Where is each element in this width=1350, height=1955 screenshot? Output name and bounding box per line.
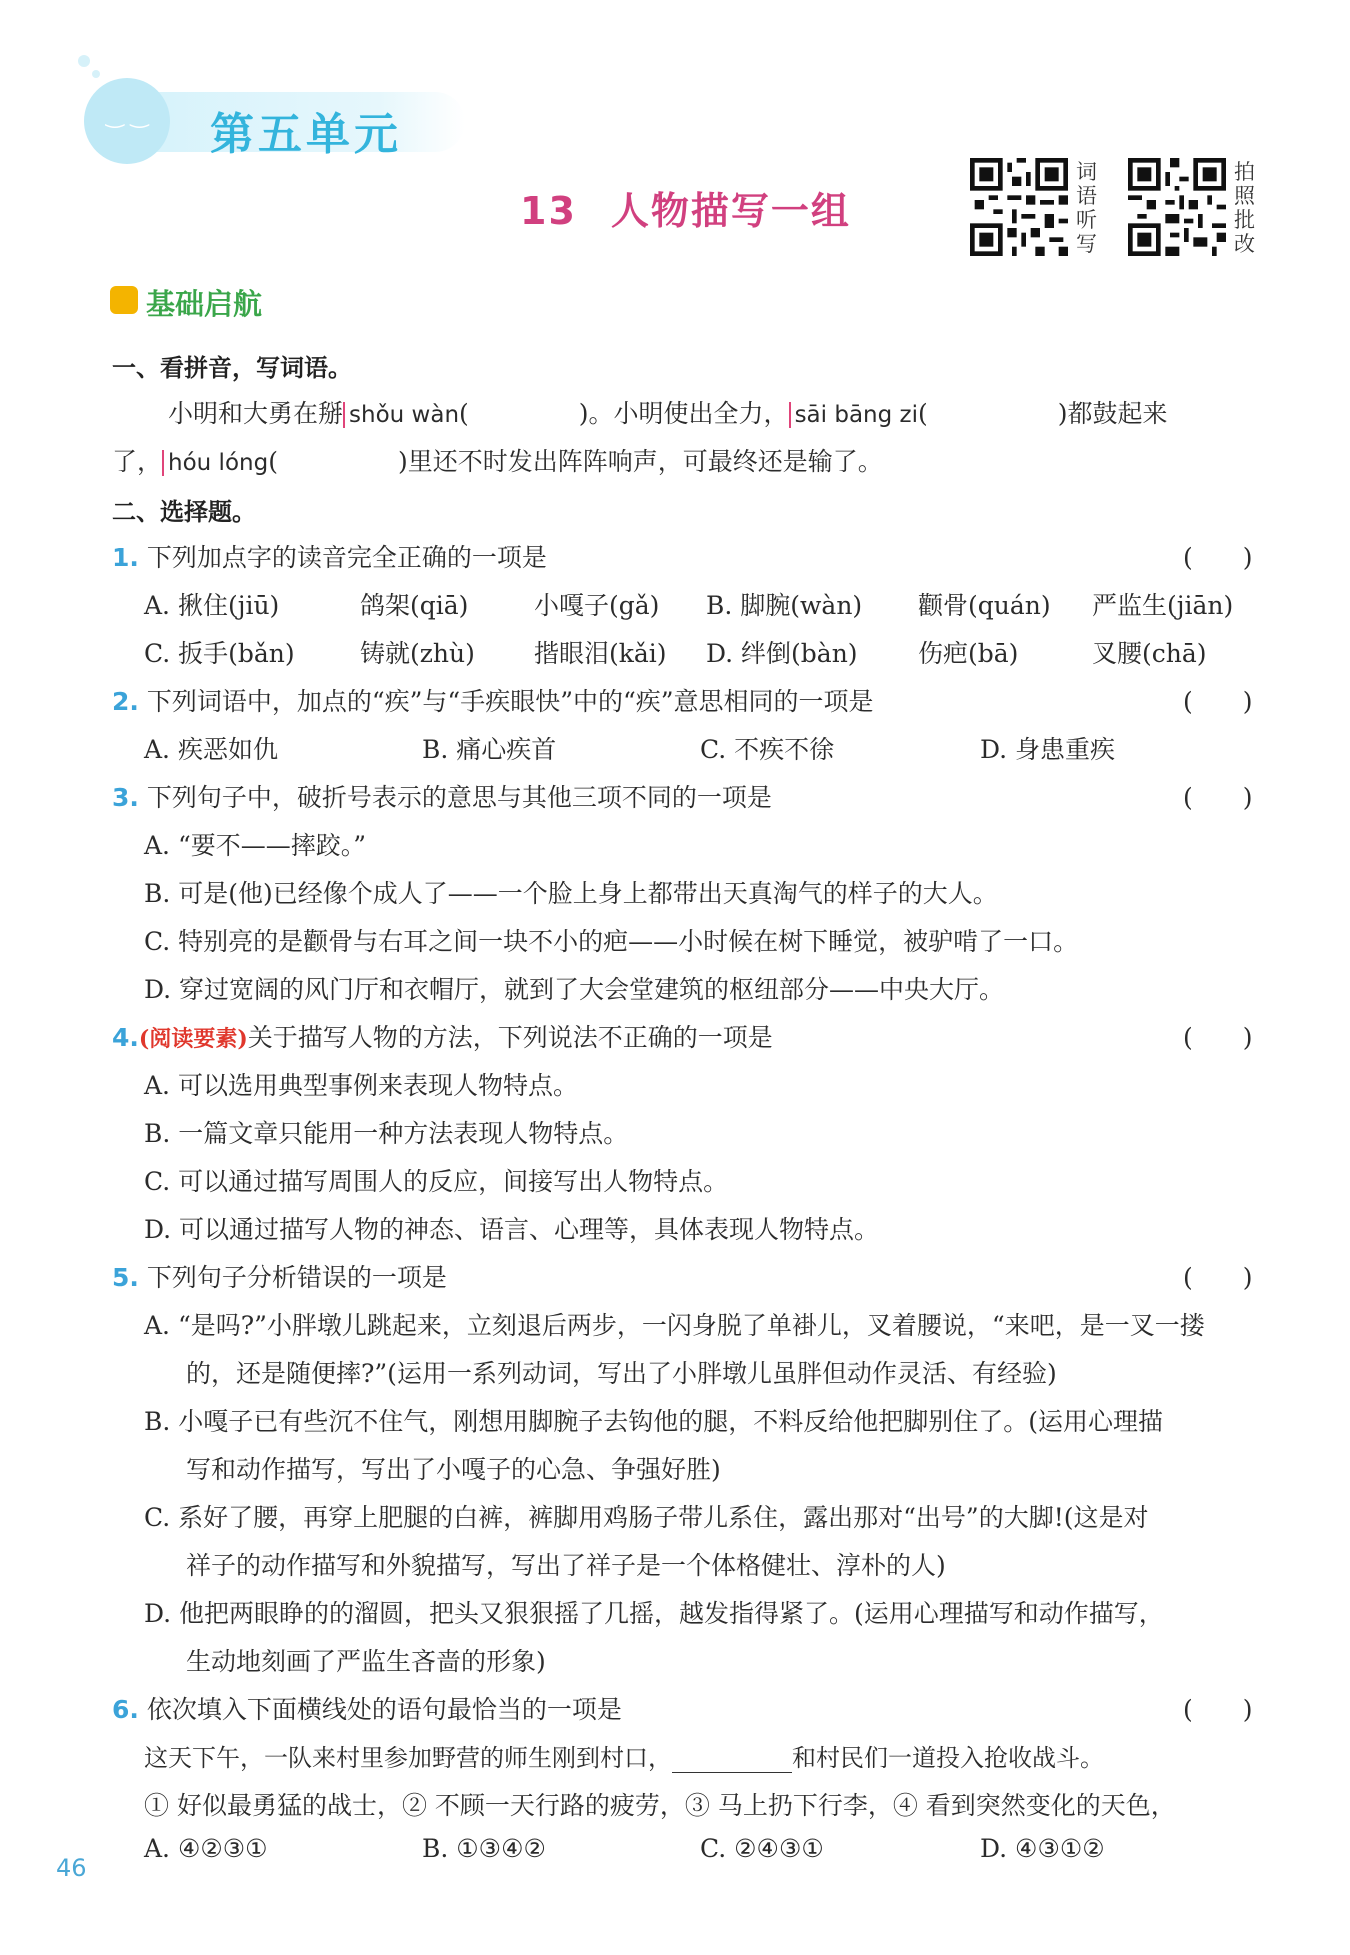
q1-option: 铸就(zhù) [360,639,475,668]
q6-option-b[interactable]: B. ①③④② [422,1834,546,1863]
pinyin-1: shǒu wàn [343,402,459,428]
question-text: 关于描写人物的方法，下列说法不正确的一项是 [247,1023,773,1052]
q5-option-d-cont: 生动地刻画了严监生吝啬的形象) [186,1647,546,1676]
q1-option: 鸽架(qiā) [360,591,469,620]
q1-stem [112,538,547,574]
q2-option-c[interactable]: C. 不疾不徐 [700,735,835,764]
reading-element-tag: (阅读要素) [138,1026,248,1052]
lesson-title [520,180,851,235]
q5-option-b[interactable]: B. 小嘎子已有些沉不住气，刚想用脚腕子去钩他的腿，不料反给他把脚别住了。(运用心理描 [144,1407,1164,1436]
q5-option-c[interactable]: C. 系好了腰，再穿上肥腿的白裤，裤脚用鸡肠子带儿系住，露出那对“出号”的大脚!(这是对 [144,1503,1149,1532]
text: 和村民们一道投入抢收战斗。 [792,1744,1104,1772]
q3-option-b[interactable]: B. 可是(他)已经像个成人了——一个脸上身上都带出天真淘气的样子的大人。 [144,879,998,908]
q3-option-a[interactable]: A. “要不——摔跤。” [144,831,367,860]
question-number: 1. [112,543,139,572]
q2-option-a[interactable]: A. 疾恶如仇 [144,735,278,764]
qr-label-photo-correct [1234,160,1258,256]
q2-option-d[interactable]: D. 身患重疾 [980,735,1116,764]
unit-title: 第五单元 [210,109,402,160]
q6-sentence [144,1738,1104,1773]
q3-option-c[interactable]: C. 特别亮的是颧骨与右耳之间一块不小的疤——小时候在树下睡觉，被驴啃了一口。 [144,927,1079,956]
section-anchor-icon [110,286,138,314]
text: 小明和大勇在掰 [168,399,344,428]
qr-label-char: 照 [1234,184,1255,208]
qr-label-dictation [1076,160,1100,256]
q2-stem [112,682,874,718]
answer-paren[interactable]: ( ) [1183,783,1253,812]
decor-dot [78,55,90,67]
qr-code-icon[interactable] [970,158,1068,256]
text: 了， [112,447,163,476]
q1-option: 伤疤(bā) [918,639,1019,668]
page-number: 46 [56,1854,87,1882]
qr-label-char: 听 [1076,208,1097,232]
question-text: 下列句子分析错误的一项是 [146,1263,447,1292]
q4-option-b[interactable]: B. 一篇文章只能用一种方法表现人物特点。 [144,1119,629,1148]
q4-option-a[interactable]: A. 可以选用典型事例来表现人物特点。 [144,1071,578,1100]
qr-label-char: 词 [1076,160,1097,184]
text: ( [459,399,469,428]
question-text: 下列词语中，加点的“疾”与“手疾眼快”中的“疾”意思相同的一项是 [146,687,874,716]
q1-option[interactable]: B. 脚腕(wàn) [706,591,863,620]
part1-heading: 一、看拼音，写词语。 [112,354,352,382]
part2-heading: 二、选择题。 [112,498,256,526]
q6-stem [112,1690,622,1726]
face-icon: ‿ ‿ [106,104,149,129]
question-number: 6. [112,1695,139,1724]
q1-option: 颧骨(quán) [918,591,1051,620]
question-text: 依次填入下面横线处的语句最恰当的一项是 [146,1695,622,1724]
q6-option-a[interactable]: A. ④②③① [144,1834,268,1863]
part1-line2 [112,442,883,478]
text: )都鼓起来 [1057,399,1168,428]
question-number: 5. [112,1263,139,1292]
q1-option[interactable]: A. 揪住(jiū) [144,591,280,620]
decor-dot [92,70,100,78]
q5-stem [112,1258,447,1294]
q5-option-c-cont: 祥子的动作描写和外貌描写，写出了祥子是一个体格健壮、淳朴的人) [186,1551,946,1580]
qr-code-icon[interactable] [1128,158,1226,256]
question-number: 4. [112,1023,139,1052]
q4-stem [112,1018,773,1054]
section-title: 基础启航 [146,287,263,321]
lesson-name: 人物描写一组 [610,189,851,233]
qr-label-char: 批 [1234,208,1255,232]
answer-paren[interactable]: ( ) [1183,543,1253,572]
question-text: 下列句子中，破折号表示的意思与其他三项不同的一项是 [146,783,772,812]
part1-line1 [168,394,1168,430]
q5-option-d[interactable]: D. 他把两眼睁的的溜圆，把头又狠狠摇了几摇，越发指得紧了。(运用心理描写和动作描写， [144,1599,1164,1628]
question-number: 3. [112,783,139,812]
qr-label-char: 语 [1076,184,1097,208]
q1-option: 小嘎子(gǎ) [534,591,660,620]
q1-option[interactable]: D. 绊倒(bàn) [706,639,858,668]
qr-label-char: 写 [1076,232,1097,256]
q2-option-b[interactable]: B. 痛心疾首 [422,735,557,764]
q1-option[interactable]: C. 扳手(bǎn) [144,639,295,668]
pinyin-3: hóu lóng [162,450,268,476]
q5-option-a[interactable]: A. “是吗?”小胖墩儿跳起来，立刻退后两步，一闪身脱了单褂儿，叉着腰说，“来吧，是一叉一搂 [144,1311,1205,1340]
q6-items: ① 好似最勇猛的战士，② 不顾一天行路的疲劳，③ 马上扔下行李，④ 看到突然变化的天色， [144,1791,1176,1820]
q3-stem [112,778,772,814]
qr-label-char: 拍 [1234,160,1255,184]
q4-option-c[interactable]: C. 可以通过描写周围人的反应，间接写出人物特点。 [144,1167,729,1196]
q6-option-c[interactable]: C. ②④③① [700,1834,824,1863]
answer-paren[interactable]: ( ) [1183,1263,1253,1292]
q1-option: 叉腰(chā) [1092,639,1207,668]
q5-option-b-cont: 写和动作描写，写出了小嘎子的心急、争强好胜) [186,1455,721,1484]
pinyin-2: sāi bāng zi [789,402,918,428]
fill-blank-line[interactable] [672,1752,792,1773]
text: )。小明使出全力， [578,399,789,428]
q4-option-d[interactable]: D. 可以通过描写人物的神态、语言、心理等，具体表现人物特点。 [144,1215,880,1244]
text: ( [918,399,928,428]
answer-paren[interactable]: ( ) [1183,1023,1253,1052]
q1-option: 揩眼泪(kǎi) [534,639,667,668]
question-text: 下列加点字的读音完全正确的一项是 [146,543,547,572]
q1-option: 严监生(jiān) [1092,591,1234,620]
answer-paren[interactable]: ( ) [1183,687,1253,716]
answer-paren[interactable]: ( ) [1183,1695,1253,1724]
question-number: 2. [112,687,139,716]
q5-option-a-cont: 的，还是随便摔?”(运用一系列动词，写出了小胖墩儿虽胖但动作灵活、有经验) [186,1359,1057,1388]
text: )里还不时发出阵阵响声，可最终还是输了。 [397,447,883,476]
lesson-number: 13 [520,189,577,233]
text: 这天下午，一队来村里参加野营的师生刚到村口， [144,1744,672,1772]
text: ( [268,447,278,476]
qr-label-char: 改 [1234,232,1255,256]
q3-option-d[interactable]: D. 穿过宽阔的风门厅和衣帽厅，就到了大会堂建筑的枢纽部分——中央大厅。 [144,975,1005,1004]
q6-option-d[interactable]: D. ④③①② [980,1834,1105,1863]
